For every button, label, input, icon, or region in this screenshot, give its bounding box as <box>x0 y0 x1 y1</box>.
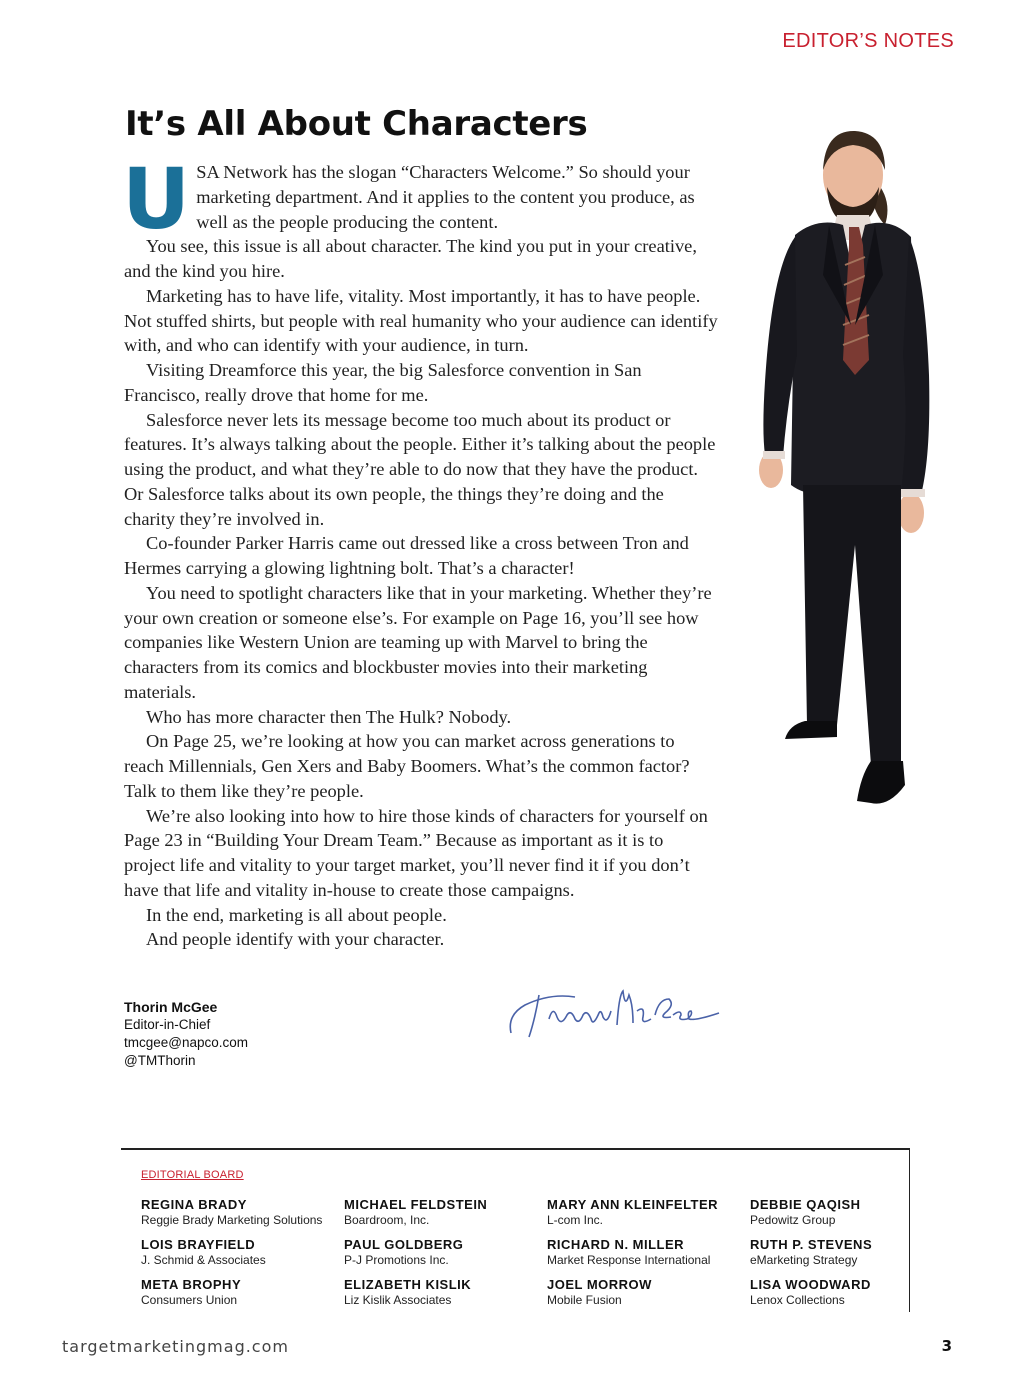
article-paragraph: You need to spotlight characters like that in your marketing. Whether they’re your own creation or someone else’s. For example on Page 16, you’ll see how companies like Western Union are teaming up with Marvel to bring the characters from its comics and blockbuster movies into their marketing materials. <box>124 582 712 702</box>
editorial-board-title: EDITORIAL BOARD <box>141 1169 244 1181</box>
author-byline <box>124 998 248 1070</box>
author-name: Thorin McGee <box>124 999 218 1015</box>
article-paragraph: On Page 25, we’re looking at how you can market across generations to reach Millennials, Gen Xers and Baby Boomers. What’s the common factor? Talk to them like they’re people. <box>124 731 690 801</box>
article-paragraph: Salesforce never lets its message become too much about its product or features. It’s always talking about the people. Either it’s talking about the people using the product, and what they’re able to do now that they have the product. Or Salesforce talks about its own people, the things they’re doing and the charity they’re involved in. <box>124 409 716 529</box>
article-paragraph: Marketing has to have life, vitality. Most importantly, it has to have people. Not stuffed shirts, but people with real humanity who your audience can identify with, and who can identify with your audience, in turn. <box>124 285 718 356</box>
article-paragraph: Co-founder Parker Harris came out dressed like a cross between Tron and Hermes carrying a glowing lightning bolt. That’s a character! <box>124 533 689 578</box>
board-member-org: Lenox Collections <box>750 1293 845 1307</box>
author-role: Editor-in-Chief <box>124 1017 211 1032</box>
board-member-name: REGINA BRADY <box>141 1197 247 1212</box>
board-member-name: MARY ANN KLEINFELTER <box>547 1197 719 1212</box>
author-signature <box>505 975 730 1045</box>
board-member-name: LISA WOODWARD <box>750 1277 871 1292</box>
board-member-org: Boardroom, Inc. <box>344 1213 430 1227</box>
board-member <box>344 1197 547 1228</box>
board-member <box>141 1237 344 1268</box>
article-paragraph-text: SA Network has the slogan “Characters Welcome.” So should your marketing department. And it applies to the content you produce, as well as the people producing the content. <box>196 162 695 232</box>
article-paragraph: And people identify with your character. <box>146 929 445 950</box>
board-member <box>750 1277 901 1308</box>
board-member <box>344 1277 547 1308</box>
article-paragraph: Who has more character then The Hulk? Nobody. <box>146 706 512 727</box>
editorial-board <box>121 1148 910 1312</box>
article-title: It’s All About Characters <box>125 104 588 144</box>
board-member-name: RICHARD N. MILLER <box>547 1237 685 1252</box>
article-paragraph: In the end, marketing is all about people. <box>146 904 447 925</box>
board-member-org: J. Schmid & Associates <box>141 1253 266 1267</box>
board-member <box>750 1237 901 1268</box>
board-member-name: DEBBIE QAQISH <box>750 1197 861 1212</box>
board-member-org: Market Response International <box>547 1253 711 1267</box>
author-email[interactable]: tmcgee@napco.com <box>124 1035 249 1050</box>
page-number: 3 <box>941 1337 952 1355</box>
section-label: EDITOR’S NOTES <box>782 30 954 52</box>
board-member-org: eMarketing Strategy <box>750 1253 858 1267</box>
drop-cap: U <box>122 150 191 248</box>
article-body <box>122 150 718 952</box>
board-member-name: ELIZABETH KISLIK <box>344 1277 472 1292</box>
board-member-org: Liz Kislik Associates <box>344 1293 452 1307</box>
article-paragraph: We’re also looking into how to hire those kinds of characters for yourself on Page 23 in “Building Your Dream Team.” Because as important as it is to project life and vitality to your target market, you’ll never find it if you don’t have that life and vitality in-house to create those campaigns. <box>124 805 708 900</box>
footer-site-url[interactable]: targetmarketingmag.com <box>62 1337 289 1356</box>
editor-photo <box>725 125 935 815</box>
board-member-org: Consumers Union <box>141 1293 238 1307</box>
board-member-name: META BROPHY <box>141 1277 242 1292</box>
article-paragraph: Visiting Dreamforce this year, the big Salesforce convention in San Francisco, really drove that home for me. <box>124 360 642 405</box>
board-member-org: Pedowitz Group <box>750 1213 836 1227</box>
board-member-org: Mobile Fusion <box>547 1293 622 1307</box>
board-member-org: P-J Promotions Inc. <box>344 1253 449 1267</box>
board-member-name: PAUL GOLDBERG <box>344 1237 464 1252</box>
board-member-org: L-com Inc. <box>547 1213 604 1227</box>
board-member-name: MICHAEL FELDSTEIN <box>344 1197 488 1212</box>
editorial-board-list <box>141 1197 901 1308</box>
board-member-name: JOEL MORROW <box>547 1277 652 1292</box>
board-member-org: Reggie Brady Marketing Solutions <box>141 1213 323 1227</box>
board-member-name: LOIS BRAYFIELD <box>141 1237 256 1252</box>
board-member <box>750 1197 901 1228</box>
author-handle[interactable]: @TMThorin <box>124 1053 196 1068</box>
article-paragraph <box>122 150 718 248</box>
board-member <box>141 1277 344 1308</box>
board-member <box>547 1237 750 1268</box>
article-paragraph: You see, this issue is all about character. The kind you put in your creative, and the kind you hire. <box>124 236 697 281</box>
board-member-name: RUTH P. STEVENS <box>750 1237 873 1252</box>
board-member <box>344 1237 547 1268</box>
board-member <box>547 1277 750 1308</box>
board-member <box>141 1197 344 1228</box>
board-member <box>547 1197 750 1228</box>
